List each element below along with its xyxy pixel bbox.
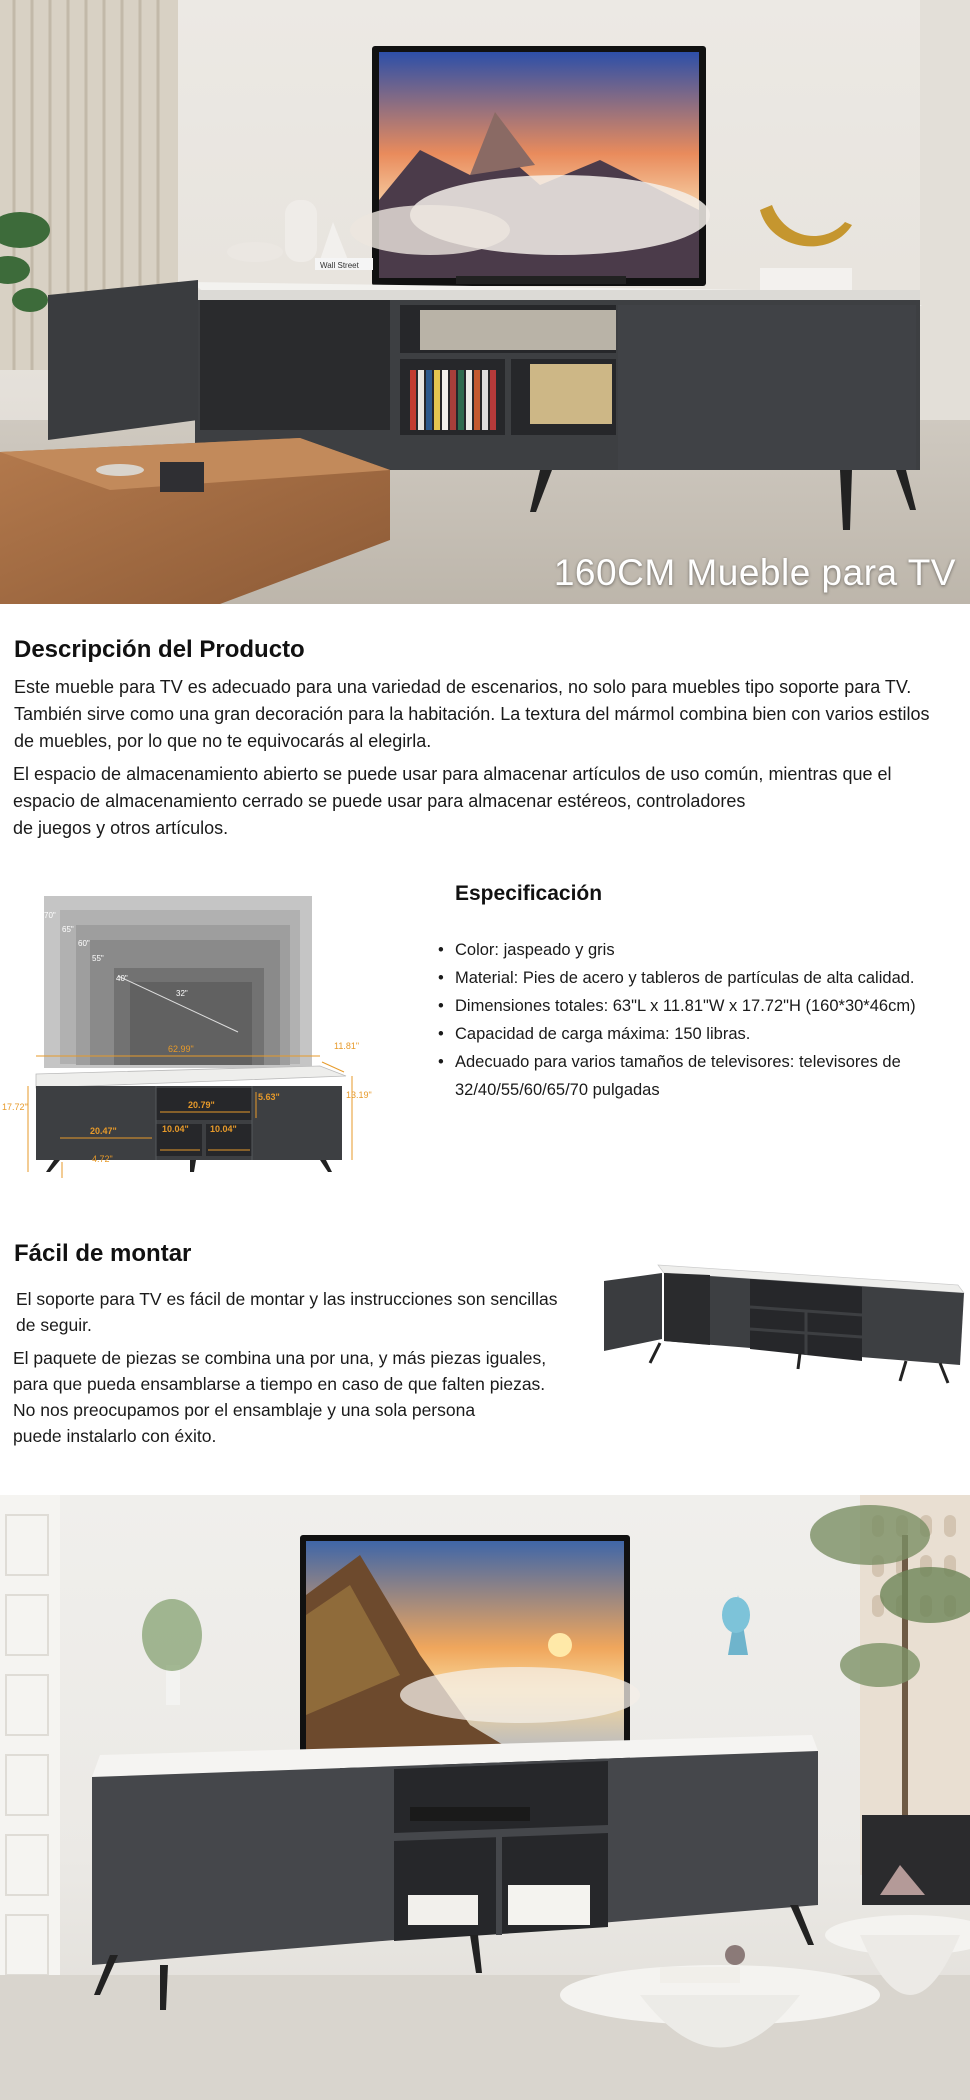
dimension-diagram: [0, 880, 400, 1180]
description-heading: Descripción del Producto: [14, 636, 305, 663]
total-height-label: 17.72": [2, 1102, 28, 1112]
spec-item-continuation: 32/40/55/60/65/70 pulgadas: [455, 1081, 660, 1099]
tv-label-60: 60": [78, 939, 90, 948]
assembly-line: de seguir.: [16, 1315, 92, 1335]
depth-label: 11.81": [334, 1041, 360, 1051]
assembled-cabinet-image: [600, 1255, 965, 1400]
description-line: de juegos y otros artículos.: [13, 818, 229, 838]
description-line: espacio de almacenamiento cerrado se puede usar para almacenar estéreos, controladores: [13, 791, 746, 811]
side-height-label: 13.19": [346, 1090, 372, 1100]
shelf-width-label: 20.79": [188, 1100, 215, 1110]
description-line: Este mueble para TV es adecuado para una variedad de escenarios, no solo para muebles tipo soporte para TV.: [14, 677, 912, 697]
description-paragraph-2: [13, 761, 892, 842]
assembly-line: El paquete de piezas se combina una por una, y más piezas iguales,: [13, 1348, 547, 1368]
vase: [285, 200, 317, 262]
spec-item: • Material: Pies de acero y tableros de partículas de alta calidad.: [438, 964, 958, 992]
assembly-paragraph-2: [13, 1345, 546, 1449]
description-line: de muebles, por lo que no te equivocarás al elegirla.: [14, 731, 432, 751]
assembly-line: para que pueda ensamblarse a tiempo en caso de que falten piezas.: [13, 1374, 546, 1394]
specification-title: Especificación: [455, 882, 603, 905]
wall-panels: [0, 1495, 60, 1995]
hero-photo: [0, 0, 970, 604]
tv-label-70: 70": [44, 911, 56, 920]
tv-label-32: 32": [176, 989, 188, 998]
description-paragraph-1: [14, 674, 930, 755]
description-line: El espacio de almacenamiento abierto se puede usar para almacenar artículos de uso común, mientras que el: [13, 764, 892, 784]
assembly-heading: Fácil de montar: [14, 1240, 192, 1267]
leg-height-label: 4.72": [92, 1154, 113, 1164]
assembly-line: El soporte para TV es fácil de montar y las instrucciones son sencillas: [16, 1289, 558, 1309]
tv-label-40: 40": [116, 974, 128, 983]
spec-item: • Capacidad de carga máxima: 150 libras.: [438, 1020, 958, 1048]
assembly-line: No nos preocupamos por el ensamblaje y una sola persona: [13, 1400, 476, 1420]
gold-horn-decor: [760, 205, 852, 246]
cubby-right-label: 10.04": [210, 1124, 237, 1134]
cubby-left-label: 10.04": [162, 1124, 189, 1134]
width-label: 62.99": [168, 1044, 194, 1054]
spec-item: • Dimensiones totales: 63"L x 11.81"W x 17.72"H (160*30*46cm): [438, 992, 958, 1020]
hero-title: 160CM Mueble para TV: [553, 552, 956, 593]
tv: [350, 46, 710, 286]
cabinet-diagram: [36, 1066, 346, 1172]
spec-item: • Adecuado para varios tamaños de televisores: televisores de: [438, 1048, 958, 1076]
assembly-line: puede instalarlo con éxito.: [13, 1426, 217, 1446]
tv-label-65: 65": [62, 925, 74, 934]
lifestyle-photo: [0, 1495, 970, 2100]
hero-scene: [0, 0, 970, 604]
spec-item: • Color: jaspeado y gris: [438, 936, 958, 964]
lifestyle-scene: [0, 1495, 970, 2100]
door-width-label: 20.47": [90, 1126, 117, 1136]
description-line: También sirve como una gran decoración para la habitación. La textura del mármol combina bien con varios estilos: [14, 704, 930, 724]
book-label: Wall Street: [320, 261, 359, 270]
assembly-paragraph-1: [16, 1286, 557, 1338]
tv-label-55: 55": [92, 954, 104, 963]
shelf-height-label: 5.63": [258, 1092, 280, 1102]
specification-list: [438, 936, 958, 1076]
tv: [300, 1535, 640, 1770]
